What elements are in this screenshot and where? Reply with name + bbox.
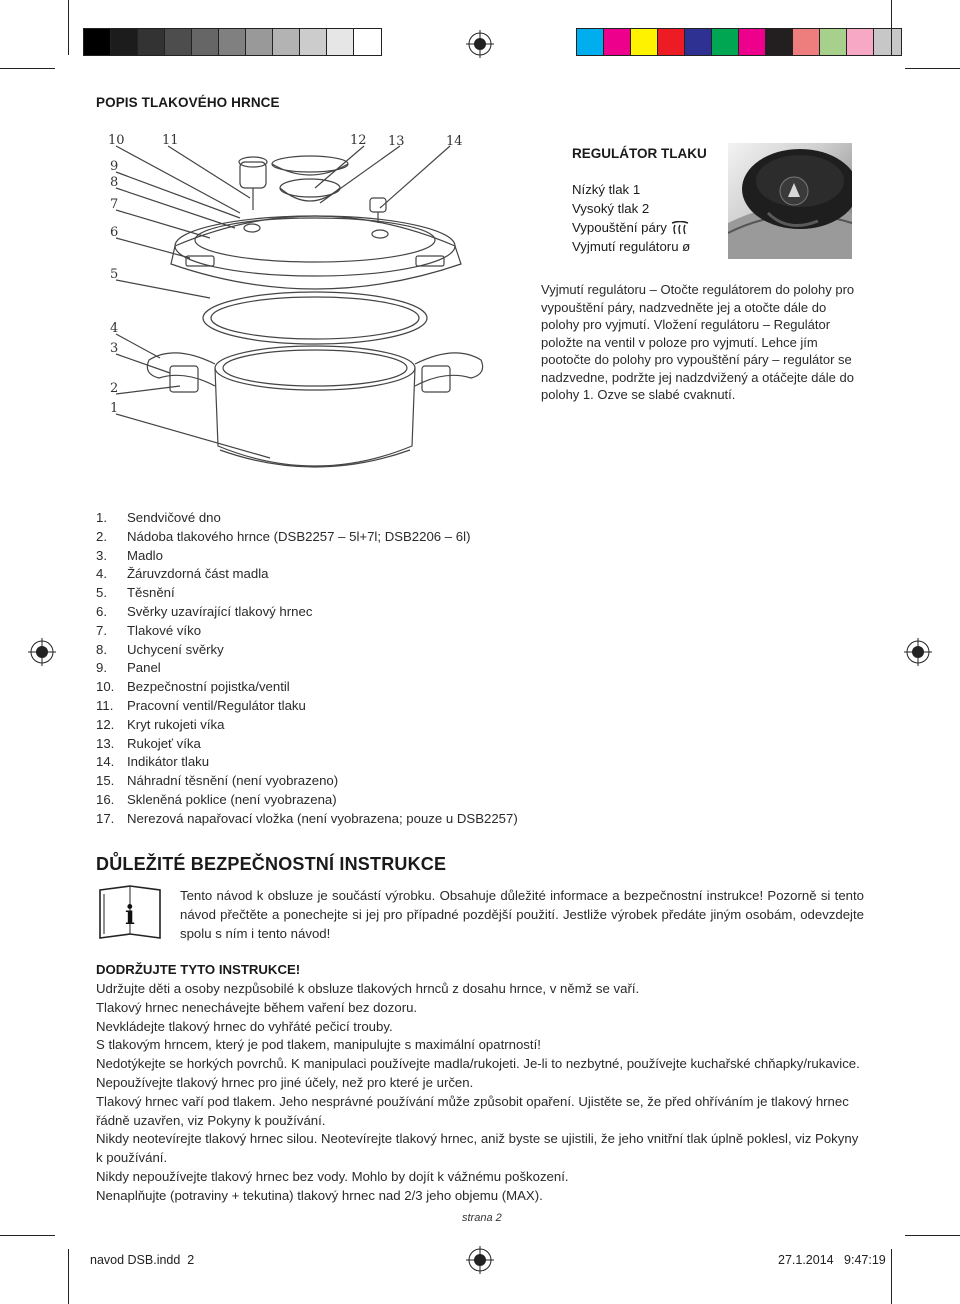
crop-mark [0,68,55,69]
color-swatch [577,29,604,55]
regulator-title: REGULÁTOR TLAKU [572,146,707,161]
leader-line [116,210,210,238]
color-swatch [739,29,766,55]
list-item: 17. Nerezová napařovací vložka (není vyobrazena; pouze u DSB2257) [96,810,518,826]
list-item: 13. Rukojeť víka [96,735,201,751]
registration-mark-icon [466,30,494,58]
callout-number: 5 [110,267,119,282]
list-item: 16. Skleněná poklice (není vyobrazena) [96,791,337,807]
setting-steam-release-label: Vypouštění páry [572,220,667,235]
pressure-cooker-diagram [100,128,530,488]
sandwich-bottom [220,450,410,467]
callout-number: 8 [110,175,119,190]
leader-line [116,280,210,298]
rule-item: Tlakový hrnec nenechávejte během vaření bez dozoru. [96,999,418,1015]
list-item: 15. Náhradní těsnění (není vyobrazeno) [96,773,339,789]
color-strip [576,28,902,56]
list-item: 11. Pracovní ventil/Regulátor tlaku [96,697,306,713]
list-item: 8. Uchycení svěrky [96,641,224,657]
crop-mark [891,0,892,55]
pot-handle-left [147,353,215,386]
callout-number: 14 [446,134,463,149]
list-item: 4. Žáruvzdorná část madla [96,566,269,582]
list-item: 1. Sendvičové dno [96,510,221,525]
rule-item: Nedotýkejte se horkých povrchů. K manipulaci používejte madla/rukojeti. Je-li to nezbytné, používejte kuchařské chňapky/rukavice. [96,1056,860,1072]
color-swatch [793,29,820,55]
registration-mark-icon [904,638,932,666]
callout-number: 10 [108,133,125,148]
setting-remove-regulator: Vyjmutí regulátoru ø [572,239,691,254]
list-item: 6. Svěrky uzavírající tlakový hrnec [96,603,313,619]
color-swatch [820,29,847,55]
color-swatch [658,29,685,55]
color-swatch [273,29,300,55]
crop-mark [68,1249,69,1304]
rule-item: Udržujte děti a osoby nezpůsobilé k obsluze tlakových hrnců z dosahu hrnce, v němž se vaří. [96,981,640,996]
list-item: 2. Nádoba tlakového hrnce (DSB2257 – 5l+7l; DSB2206 – 6l) [96,528,471,544]
parts-list [96,509,556,829]
rule-item: Nikdy neotevírejte tlakový hrnec silou. Neotevírejte tlakový hrnec, aniž byste se ujistili, že jeho vnitřní tlak úplně poklesl, viz Pokyny k používání. [96,1131,859,1166]
regulator-instructions: Vyjmutí regulátoru – Otočte regulátorem do polohy pro vypouštění páry, nadzvedněte jej a otočte dále do polohy pro vyjmutí. Vložení regulátoru – Regulátor položte na ventil v poloze pro vyjmutí. Lehce jím pootočte do polohy pro vypouštění páry – regulátor se nadzvedne, podržte jej nadzdvižený a otáčejte dále do polohy 1. Ozve se slabé cvaknutí. [541,282,855,402]
callout-number: 6 [110,225,119,240]
safety-rules [96,980,866,1206]
callout-number: 11 [162,133,179,148]
leader-line [116,354,170,373]
color-swatch [84,29,111,55]
gasket-ring [203,292,427,344]
grayscale-strip [83,28,382,56]
rules-title: DODRŽUJTE TYTO INSTRUKCE! [96,962,301,977]
list-item: 12. Kryt rukojeti víka [96,716,225,732]
color-swatch [219,29,246,55]
footer-date: 27.1.2014 [778,1253,834,1267]
color-swatch [712,29,739,55]
crop-mark [905,1235,960,1236]
color-swatch [165,29,192,55]
color-swatch [192,29,219,55]
crop-mark [905,68,960,69]
crop-mark [0,1235,55,1236]
color-swatch [138,29,165,55]
rule-item: Nikdy nepoužívejte tlakový hrnec bez vody. Mohlo by dojít k vážnému poškození. [96,1168,569,1184]
color-swatch [685,29,712,55]
list-item: 14. Indikátor tlaku [96,754,210,770]
footer-filename: navod DSB.indd [90,1253,181,1267]
color-swatch [327,29,354,55]
leader-line [116,334,160,358]
callout-number: 1 [110,401,119,416]
rule-item: Nepoužívejte tlakový hrnec pro jiné účely, než pro které je určen. [96,1074,474,1090]
rule-item: S tlakovým hrncem, který je pod tlakem, manipulujte s maximální opatrností! [96,1037,541,1053]
setting-low-pressure: Nízký tlak 1 [572,182,641,197]
leader-line [168,146,250,198]
list-item: 9. Panel [96,660,161,676]
info-letter: i [125,901,135,931]
rule-item: Nenaplňujte (potraviny + tekutina) tlakový hrnec nad 2/3 jeho objemu (MAX). [96,1187,543,1203]
footer-page: 2 [187,1253,195,1267]
callout-number: 13 [388,134,405,149]
callout-number: 9 [110,159,119,174]
color-swatch [111,29,138,55]
pot-body [215,346,415,390]
steam-icon [671,221,689,235]
color-swatch [300,29,327,55]
leader-line [315,146,364,188]
pressure-lid [175,216,455,246]
list-item: 7. Tlakové víko [96,622,202,638]
safety-intro: Tento návod k obsluze je součástí výrobku. Obsahuje důležité informace a bezpečnostní instrukce! Pozorně si tento návod přečtěte a ponechejte si jej pro případné pozdější použití. Jestliže výrobek předáte jiným osobám, odevzdejte spolu s ním i tento návod! [180,888,864,941]
page-number: strana 2 [462,1212,502,1224]
color-swatch [847,29,874,55]
color-swatch [246,29,273,55]
regulator-photo [728,143,852,259]
leader-line [380,146,450,208]
list-item: 3. Madlo [96,547,163,563]
footer-file [90,1253,194,1267]
registration-mark-icon [466,1246,494,1274]
footer-time: 9:47:19 [844,1253,886,1267]
callout-number: 4 [110,321,119,336]
setting-high-pressure: Vysoký tlak 2 [572,201,650,216]
setting-steam-release [572,218,690,237]
footer-datetime [778,1253,886,1267]
callout-number: 12 [350,133,367,148]
color-swatch [631,29,658,55]
rule-item: Tlakový hrnec vaří pod tlakem. Jeho nesprávné používání může způsobit opaření. Ujistěte se, že před ohříváním je tlakový hrnec řádně uzavřen, viz Pokyny k používání. [96,1093,849,1128]
callout-number: 3 [110,341,119,356]
callout-number: 7 [110,197,119,212]
crop-mark [891,1249,892,1304]
color-swatch [354,29,381,55]
rule-item: Nevkládejte tlakový hrnec do vyhřáté pečicí trouby. [96,1018,393,1034]
color-swatch [766,29,793,55]
color-swatch [604,29,631,55]
leader-line [116,414,270,458]
color-swatch [874,29,901,55]
info-book-icon [96,884,164,942]
list-item: 10. Bezpečnostní pojistka/ventil [96,679,290,695]
section-title: POPIS TLAKOVÉHO HRNCE [96,95,280,110]
list-item: 5. Těsnění [96,585,175,601]
crop-mark [68,0,69,55]
callout-number: 2 [110,381,119,396]
leader-line [116,238,190,258]
pot-handle-right [415,353,483,386]
regulator-settings [572,180,690,256]
registration-mark-icon [28,638,56,666]
safety-title: DŮLEŽITÉ BEZPEČNOSTNÍ INSTRUKCE [96,854,447,874]
